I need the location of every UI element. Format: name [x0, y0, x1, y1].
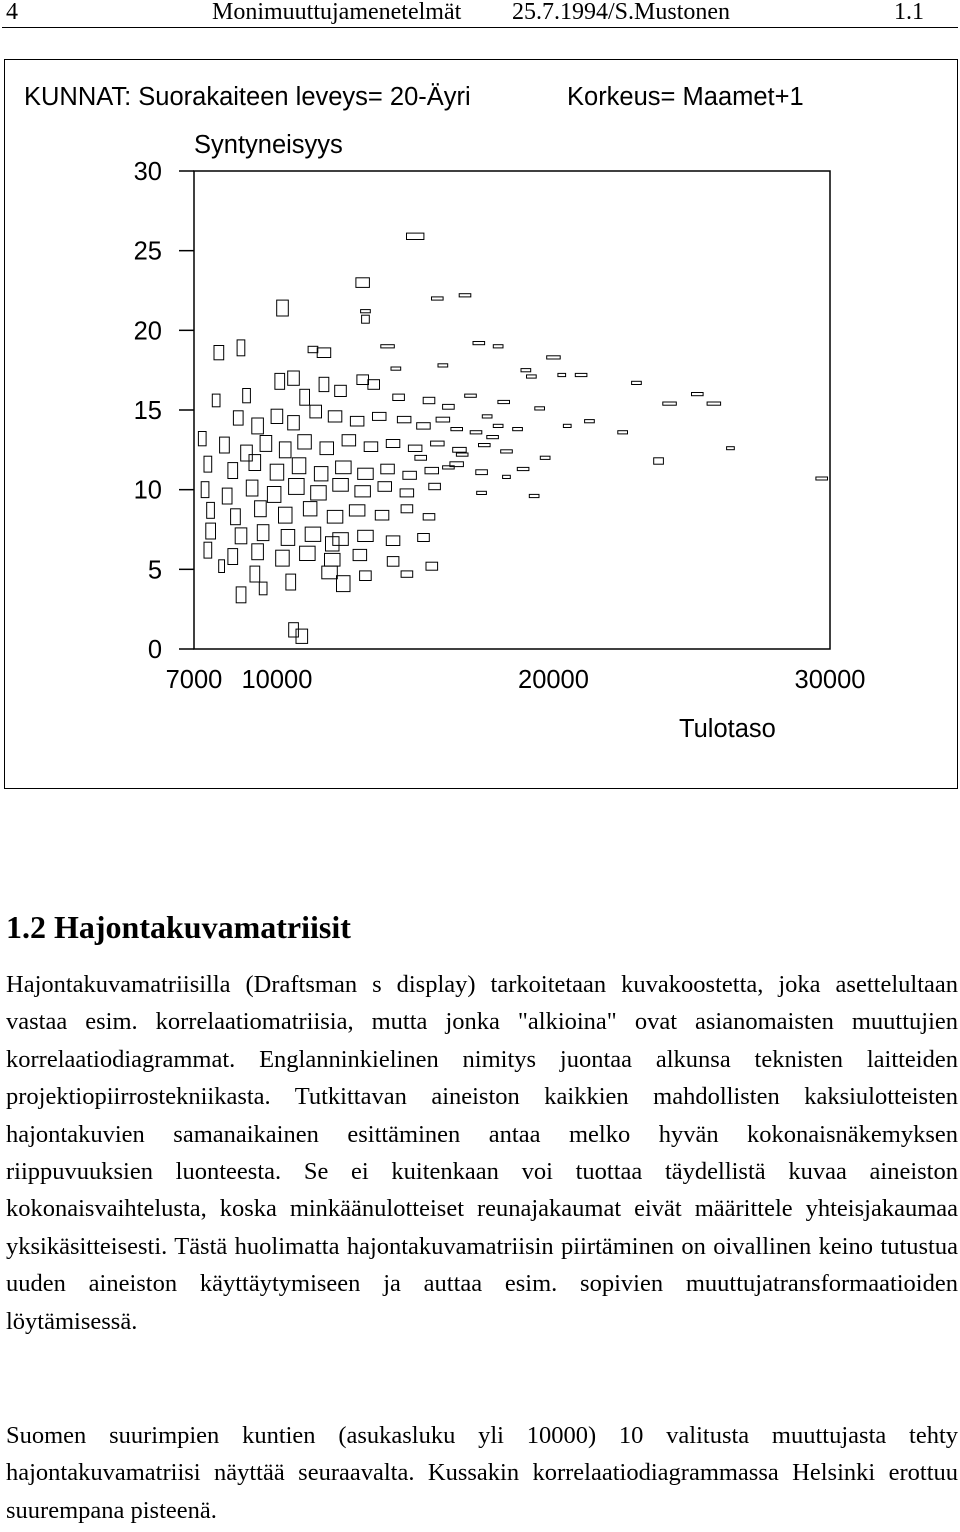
data-point: [305, 527, 321, 541]
data-point: [350, 416, 364, 426]
data-point: [255, 501, 267, 517]
y-axis-label: Syntyneisyys: [194, 131, 343, 159]
data-point: [296, 629, 308, 643]
y-tick-label: 15: [133, 397, 162, 425]
data-point: [303, 502, 317, 516]
data-point: [692, 393, 704, 396]
data-point: [204, 456, 212, 472]
paragraph-1: Hajontakuvamatriisilla (Draftsman s display) tarkoitetaan kuvakoostetta, joka asettelultaan vastaa esim. korrelaatiomatriisia, mutta jonka "alkioina" ovat asianomaisten muuttujien korrelaatiodiagrammat. Englanninkielinen nimitys juontaa alkunsa teknisten laitteiden projektiopiirrostekniikasta. Tutkittavan aineiston kaikkien mahdollisten kaksiulotteisten hajontakuvien samanaikainen esittäminen antaa melko hyvän kokonaisnäkemyksen riippuvuuksien luonteesta. Se ei kuitenkaan voi tuottaa täydellistä kuvaa aineiston kokonaisvaihtelusta, koska minkäänulotteiset reunajakaumat eivät määrittele yhteisjakaumaa yksikäsitteisesti. Tästä huolimatta hajontakuvamatriisin piirtäminen on oivallinen keino tutustua uuden aineiston käyttäytymiseen ja auttaa esim. sopivien muuttujatransformaatioiden löytämisessä.: [6, 971, 958, 1335]
data-point: [260, 436, 272, 452]
section-title: 1.2 Hajontakuvamatriisit: [6, 909, 351, 945]
data-point: [418, 534, 430, 542]
data-point: [300, 389, 310, 405]
data-point: [279, 442, 291, 458]
data-point: [212, 394, 220, 407]
data-point: [358, 530, 374, 541]
data-point: [289, 623, 299, 637]
data-point: [408, 445, 422, 451]
y-tick-label: 0: [147, 636, 162, 664]
data-point: [219, 560, 225, 573]
data-point: [333, 533, 349, 546]
data-point: [401, 505, 413, 513]
data-point: [381, 345, 395, 348]
data-point: [220, 437, 230, 453]
data-point: [513, 428, 523, 431]
data-point: [276, 550, 290, 566]
data-point: [816, 477, 828, 480]
data-point: [308, 346, 318, 352]
data-point: [391, 367, 401, 370]
data-point: [252, 418, 264, 434]
data-point: [517, 467, 529, 470]
data-point: [360, 571, 372, 581]
data-point: [241, 445, 253, 461]
data-point: [431, 441, 445, 446]
data-point: [314, 467, 328, 481]
data-point: [465, 394, 477, 397]
data-point: [279, 507, 293, 523]
data-point: [417, 423, 431, 429]
data-point: [482, 415, 492, 418]
data-point: [289, 479, 305, 495]
data-point: [393, 394, 405, 400]
y-axis: [134, 158, 194, 664]
data-point: [558, 373, 566, 376]
data-point: [373, 412, 387, 420]
data-point: [362, 315, 370, 323]
y-tick-label: 20: [133, 317, 162, 346]
data-point: [236, 587, 246, 603]
data-point: [357, 375, 369, 385]
data-point: [353, 549, 367, 560]
data-point: [459, 294, 471, 297]
data-point: [250, 566, 260, 582]
data-point: [456, 453, 468, 456]
data-point: [501, 450, 513, 453]
plot-area: [194, 171, 830, 649]
data-point: [479, 444, 491, 447]
data-point: [222, 488, 232, 504]
data-point: [275, 373, 285, 389]
page-number: 4: [6, 0, 18, 25]
x-tick-label: 10000: [241, 666, 313, 694]
y-tick-label: 5: [147, 556, 162, 585]
data-point: [356, 278, 370, 288]
data-point: [527, 375, 537, 378]
data-point: [386, 536, 400, 546]
data-point: [381, 464, 395, 474]
date-author: 25.7.1994/S.Mustonen: [512, 0, 731, 25]
data-point: [300, 546, 316, 560]
data-point: [654, 458, 664, 464]
data-point: [632, 381, 642, 384]
figure-title-left: KUNNAT: Suorakaiteen leveys= 20-Äyri: [24, 83, 471, 111]
data-point: [288, 371, 300, 385]
data-point: [378, 482, 392, 492]
data-point: [540, 456, 550, 459]
data-point: [521, 369, 531, 372]
data-point: [198, 432, 206, 446]
data-point: [535, 407, 545, 410]
x-tick-label: 30000: [794, 666, 866, 694]
x-tick-label: 7000: [165, 666, 223, 694]
data-point: [355, 486, 371, 497]
data-point: [493, 424, 503, 427]
data-point: [319, 377, 329, 391]
data-point: [503, 475, 511, 478]
data-point: [585, 420, 595, 423]
data-point: [529, 494, 539, 497]
data-point: [311, 486, 327, 500]
data-point: [281, 530, 295, 546]
data-point: [451, 428, 463, 431]
data-point: [429, 483, 441, 489]
data-point: [228, 463, 238, 479]
data-point: [288, 416, 300, 430]
data-point: [337, 576, 351, 592]
data-point: [298, 435, 312, 449]
data-point: [397, 416, 411, 422]
data-point: [663, 402, 677, 405]
section-number: 1.1: [894, 0, 924, 25]
data-point: [493, 345, 503, 348]
data-point: [707, 402, 721, 405]
data-point: [423, 397, 435, 403]
data-point: [310, 405, 322, 418]
data-points: [198, 233, 827, 643]
data-point: [257, 525, 269, 541]
data-point: [326, 537, 340, 551]
data-point: [228, 549, 238, 565]
data-point: [436, 417, 450, 422]
data-point: [425, 467, 439, 473]
data-point: [206, 523, 216, 539]
data-point: [252, 544, 264, 560]
x-tick-label: 20000: [518, 666, 589, 694]
data-point: [470, 431, 482, 434]
data-point: [243, 389, 251, 403]
data-point: [320, 442, 334, 455]
data-point: [349, 505, 365, 516]
data-point: [368, 380, 380, 390]
figure-title-right: Korkeus= Maamet+1: [567, 83, 804, 111]
data-point: [498, 400, 510, 403]
data-point: [547, 356, 561, 359]
data-point: [386, 440, 400, 448]
data-point: [204, 542, 212, 558]
course-title: Monimuuttujamenetelmät: [212, 0, 462, 25]
data-point: [400, 489, 414, 497]
data-point: [453, 447, 467, 452]
data-point: [477, 491, 487, 494]
data-point: [727, 447, 735, 450]
data-point: [201, 482, 209, 498]
data-point: [407, 233, 424, 239]
data-point: [401, 571, 413, 577]
data-point: [322, 566, 338, 579]
data-point: [364, 442, 378, 452]
data-point: [333, 479, 349, 492]
data-point: [214, 346, 224, 360]
data-point: [231, 509, 241, 525]
data-point: [403, 471, 417, 479]
data-point: [443, 466, 455, 469]
data-point: [246, 480, 258, 496]
data-point: [415, 455, 427, 460]
data-point: [438, 364, 448, 367]
data-point: [271, 409, 283, 423]
data-point: [487, 436, 499, 439]
data-point: [233, 411, 243, 425]
data-point: [423, 514, 435, 520]
data-point: [286, 574, 296, 590]
data-point: [375, 510, 389, 520]
data-point: [317, 348, 331, 358]
data-point: [618, 431, 628, 434]
data-point: [473, 342, 485, 345]
data-point: [432, 297, 444, 300]
data-point: [563, 424, 571, 427]
data-point: [325, 553, 341, 566]
data-point: [336, 461, 352, 474]
y-tick-label: 10: [133, 476, 162, 505]
data-point: [361, 310, 371, 313]
data-point: [292, 458, 306, 474]
data-point: [426, 562, 438, 570]
data-point: [277, 300, 289, 316]
x-axis: [166, 666, 866, 694]
data-point: [342, 435, 356, 446]
data-point: [270, 464, 284, 480]
data-point: [327, 510, 343, 523]
data-point: [235, 528, 247, 544]
paragraph-2: Suomen suurimpien kuntien (asukasluku yli 10000) 10 valitusta muuttujasta tehty hajontakuvamatriisi näyttää seuraavalta. Kussakin korrelaatiodiagrammassa Helsinki erottuu suurempana pisteenä.: [6, 1422, 958, 1524]
data-point: [387, 557, 399, 567]
data-point: [358, 468, 374, 479]
data-point: [335, 385, 347, 396]
data-point: [259, 582, 267, 595]
data-point: [476, 470, 488, 475]
data-point: [575, 373, 587, 376]
data-point: [249, 455, 261, 471]
y-tick-label: 30: [133, 158, 162, 186]
y-tick-label: 25: [133, 237, 162, 266]
x-axis-label: Tulotaso: [679, 715, 776, 743]
data-point: [237, 340, 245, 356]
data-point: [443, 404, 455, 409]
data-point: [207, 502, 215, 518]
data-point: [328, 411, 342, 422]
data-point: [267, 487, 281, 503]
